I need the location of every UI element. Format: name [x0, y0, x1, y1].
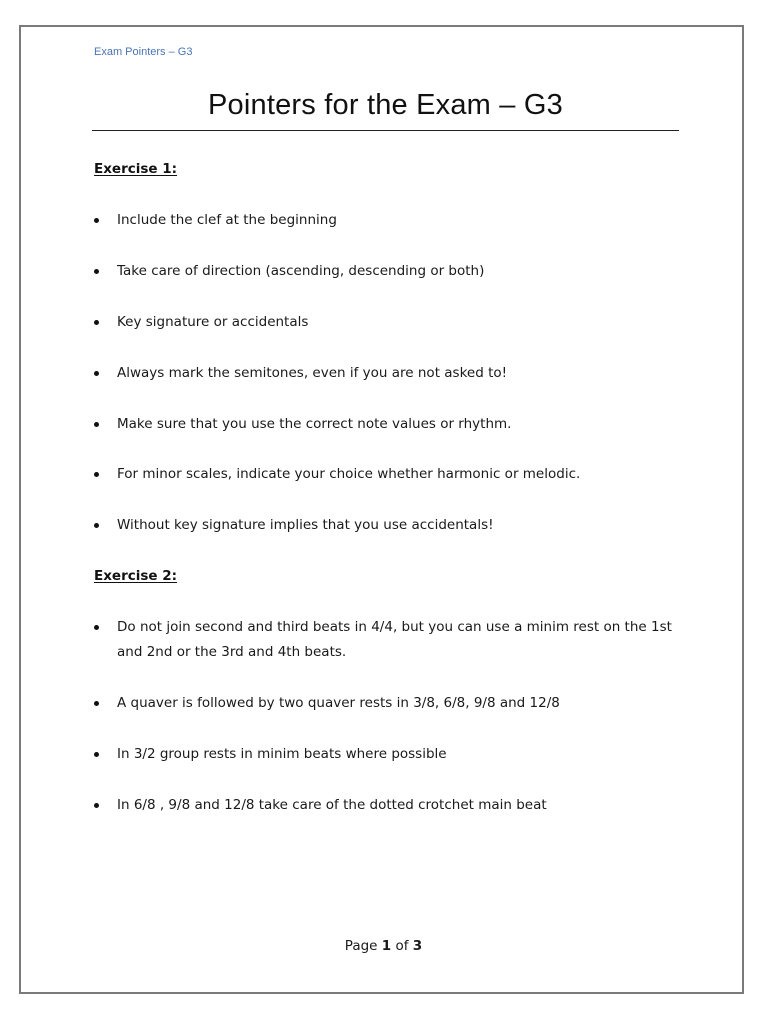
list-item-text: A quaver is followed by two quaver rests in 3/8, 6/8, 9/8 and 12/8 [117, 695, 560, 711]
list-item [94, 208, 694, 233]
list-item-text: For minor scales, indicate your choice whether harmonic or melodic. [117, 466, 581, 482]
bullet-icon [94, 625, 99, 630]
list-item-text: In 6/8 , 9/8 and 12/8 take care of the dotted crotchet main beat [117, 797, 547, 813]
list-item [94, 742, 694, 767]
list-item-text: Include the clef at the beginning [117, 212, 337, 228]
list-item-text: Without key signature implies that you use accidentals! [117, 517, 494, 533]
footer-page-label: Page [344, 938, 378, 954]
list-item-text: Do not join second and third beats in 4/4, but you can use a minim rest on the 1st and 2nd or the 3rd and 4th beats. [117, 619, 672, 660]
list-item [94, 259, 694, 284]
bullet-icon [94, 701, 99, 706]
section-heading-exercise-2: Exercise 2: [94, 568, 178, 584]
title-divider [92, 130, 679, 131]
bullet-icon [94, 752, 99, 757]
list-item-text: Take care of direction (ascending, descending or both) [117, 263, 485, 279]
list-item [94, 462, 694, 487]
list-item [94, 513, 694, 538]
bullet-icon [94, 218, 99, 223]
bullet-icon [94, 523, 99, 528]
bullet-icon [94, 803, 99, 808]
section-heading-exercise-1: Exercise 1: [94, 161, 178, 177]
list-item [94, 691, 694, 716]
bullet-icon [94, 320, 99, 325]
bullet-icon [94, 422, 99, 427]
footer-total-pages: 3 [412, 938, 423, 954]
footer-of-label: of [395, 938, 409, 954]
bullet-icon [94, 472, 99, 477]
list-item-text: Make sure that you use the correct note values or rhythm. [117, 416, 512, 432]
running-header: Exam Pointers – G3 [94, 46, 193, 58]
list-item-text: Always mark the semitones, even if you are not asked to! [117, 365, 508, 381]
document-page [19, 25, 744, 994]
page-footer [21, 938, 746, 954]
footer-current-page: 1 [381, 938, 392, 954]
list-item [94, 412, 694, 437]
list-item [94, 361, 694, 386]
bullet-icon [94, 371, 99, 376]
list-item [94, 615, 694, 665]
list-item-text: In 3/2 group rests in minim beats where possible [117, 746, 447, 762]
list-item [94, 310, 694, 335]
list-item-text: Key signature or accidentals [117, 314, 309, 330]
bullet-icon [94, 269, 99, 274]
list-item [94, 793, 694, 818]
page-title: Pointers for the Exam – G3 [208, 89, 563, 121]
